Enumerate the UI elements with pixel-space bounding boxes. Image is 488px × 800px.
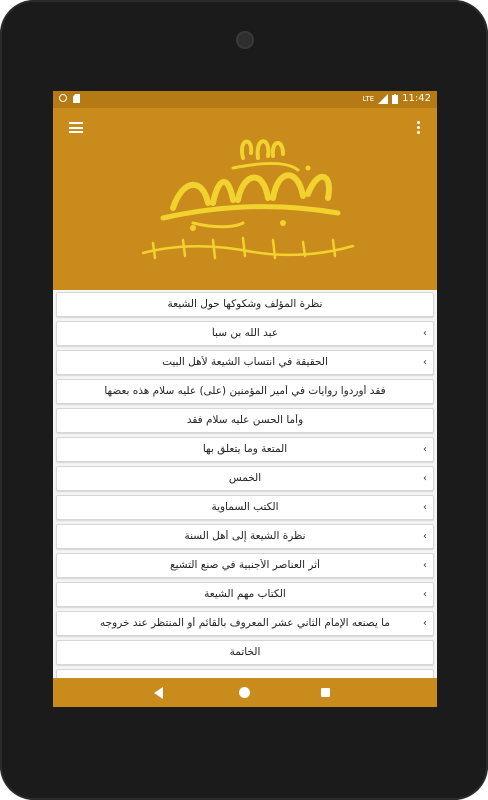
list-item[interactable] (56, 524, 434, 549)
chevron-left-icon: ‹ (423, 357, 427, 368)
system-nav-bar (53, 678, 437, 707)
calligraphy-logo (133, 128, 363, 268)
home-circle-icon[interactable] (239, 687, 250, 698)
recent-apps-square-icon[interactable] (321, 688, 330, 697)
signal-icon (378, 94, 388, 104)
list-item[interactable] (56, 408, 434, 433)
list-item[interactable] (56, 553, 434, 578)
list-item[interactable] (56, 582, 434, 607)
list-item-label: ما يصنعه الإمام الثاني عشر المعروف بالقائم أو المنتظر عند خروجه (100, 617, 390, 629)
back-triangle-icon[interactable] (154, 687, 163, 699)
list-item[interactable] (56, 669, 434, 678)
list-item[interactable] (56, 466, 434, 491)
list-item-label: وأما الحسن عليه سلام فقد (186, 414, 304, 426)
signal-type: LTE (362, 94, 375, 103)
list-item-label: أثر العناصر الأجنبية في صنع التشيع (170, 559, 320, 571)
app-header (53, 108, 437, 290)
list-item-label: فقد أوردوا روايات في أمير المؤمنين (على) عليه سلام هذه بعضها (104, 385, 386, 397)
list-item-label: الخمس (228, 472, 262, 484)
front-camera (236, 31, 254, 49)
list-item[interactable] (56, 379, 434, 404)
list-item-label: الحقيقة في انتساب الشيعة لأهل البيت (162, 356, 328, 368)
chevron-left-icon: ‹ (423, 328, 427, 339)
list-item[interactable] (56, 611, 434, 636)
overflow-menu-icon[interactable] (417, 121, 421, 135)
list-item-label: الكتب السماوية (211, 501, 279, 513)
chapter-list (53, 290, 437, 678)
list-item-label: عبد الله بن سبأ (211, 327, 279, 339)
list-item-label: نظرة الشيعة إلى أهل السنة (184, 530, 306, 542)
list-item-label: الخاتمة (229, 646, 261, 658)
list-item[interactable] (56, 350, 434, 375)
list-item[interactable] (56, 292, 434, 317)
list-item[interactable] (56, 437, 434, 462)
chevron-left-icon: ‹ (423, 444, 427, 455)
list-item[interactable] (56, 640, 434, 665)
list-item-label: المتعة وما يتعلق بها (202, 443, 288, 455)
list-item[interactable] (56, 321, 434, 346)
list-item[interactable] (56, 495, 434, 520)
hamburger-menu-icon[interactable] (69, 122, 83, 133)
clock: 11:42 (402, 93, 431, 104)
notification-circle-icon (59, 94, 67, 102)
chevron-left-icon: ‹ (423, 618, 427, 629)
app-screen (53, 91, 437, 707)
chevron-left-icon: ‹ (423, 502, 427, 513)
chevron-left-icon: ‹ (423, 531, 427, 542)
battery-icon (392, 94, 398, 104)
chevron-left-icon: ‹ (423, 560, 427, 571)
sd-card-icon (73, 94, 80, 103)
list-item-label: نظرة المؤلف وشكوكها حول الشيعة (167, 298, 323, 310)
status-bar (53, 91, 437, 108)
list-item-label: الكتاب مهم الشيعة (204, 588, 286, 600)
chevron-left-icon: ‹ (423, 473, 427, 484)
chevron-left-icon: ‹ (423, 589, 427, 600)
